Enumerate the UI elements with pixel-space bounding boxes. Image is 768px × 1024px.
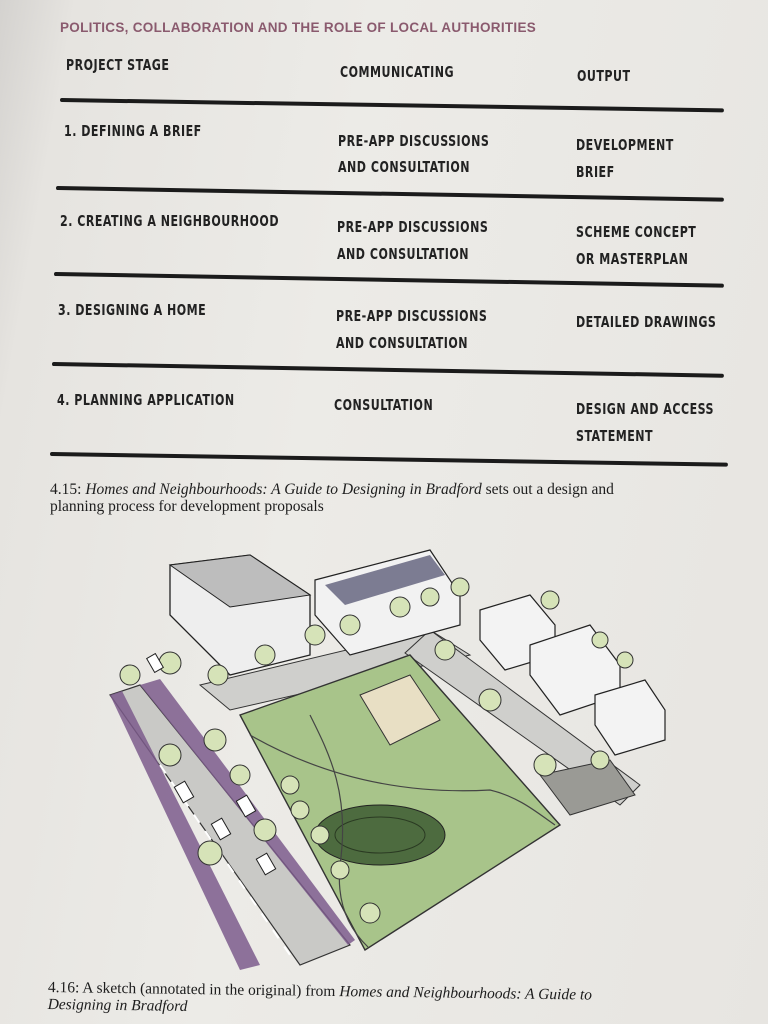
neighbourhood-sketch [100, 535, 700, 975]
stage-2: 2. CREATING A NEIGHBOURHOOD [60, 212, 280, 230]
table-rule [52, 362, 724, 378]
stage-1: 1. DEFINING A BRIEF [64, 122, 202, 140]
out-4-line1: DESIGN AND ACCESS [576, 400, 715, 418]
caption-title: Homes and Neighbourhoods: A Guide to [339, 983, 593, 1004]
caption-title: Designing in Bradford [47, 995, 188, 1015]
comm-1-line2: AND CONSULTATION [338, 158, 471, 176]
comm-2-line1: PRE-APP DISCUSSIONS [337, 218, 489, 236]
out-2-line1: SCHEME CONCEPT [576, 223, 697, 241]
stage-3: 3. DESIGNING A HOME [58, 301, 207, 319]
table-rule [56, 186, 724, 202]
header-project-stage: PROJECT STAGE [66, 56, 170, 74]
comm-4-line1: CONSULTATION [334, 396, 434, 414]
house [595, 680, 665, 755]
out-1-line2: BRIEF [576, 163, 615, 181]
comm-3-line2: AND CONSULTATION [336, 334, 469, 352]
table-rule [54, 272, 724, 288]
caption-text: 4.16: A sketch (annotated in the original) from [47, 979, 336, 1001]
caption-title: Homes and Neighbourhoods: A Guide to Designing in Bradford [85, 481, 482, 498]
caption-text: planning process for development proposals [50, 498, 324, 515]
header-output: OUTPUT [577, 67, 631, 85]
running-head: POLITICS, COLLABORATION AND THE ROLE OF LOCAL AUTHORITIES [60, 20, 537, 35]
out-2-line2: OR MASTERPLAN [576, 250, 689, 268]
caption-text: sets out a design and [485, 481, 614, 498]
table-rule [50, 452, 728, 467]
caption-number: 4.15: [50, 481, 82, 498]
out-1-line1: DEVELOPMENT [576, 136, 674, 154]
comm-3-line1: PRE-APP DISCUSSIONS [336, 307, 488, 325]
out-3-line1: DETAILED DRAWINGS [576, 313, 717, 331]
header-communicating: COMMUNICATING [340, 63, 455, 81]
table-rule [60, 98, 724, 112]
comm-2-line2: AND CONSULTATION [337, 245, 470, 263]
figure-caption-4-15 [50, 481, 740, 515]
comm-1-line1: PRE-APP DISCUSSIONS [338, 132, 490, 150]
stage-4: 4. PLANNING APPLICATION [57, 391, 235, 409]
out-4-line2: STATEMENT [576, 427, 654, 445]
figure-caption-4-16 [48, 979, 748, 1023]
